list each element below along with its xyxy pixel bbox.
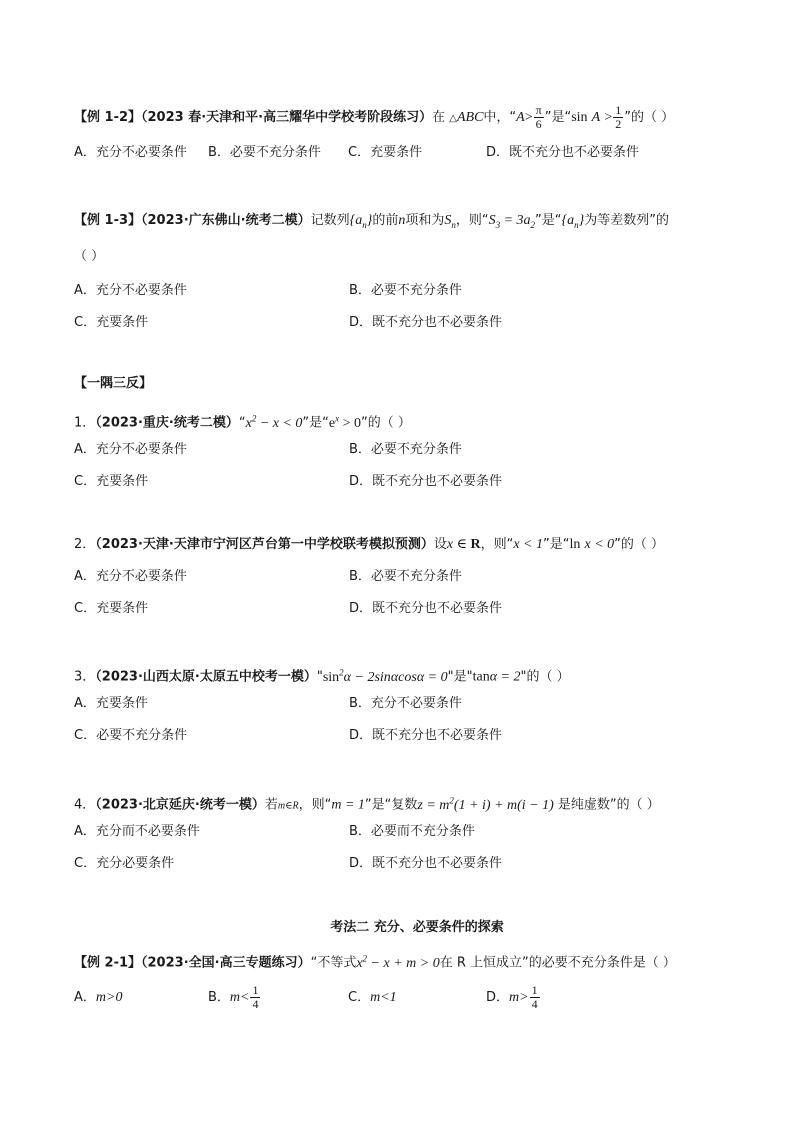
math-expr: $x^2 - x + m > 0$ (356, 953, 440, 971)
option-a[interactable]: A．充分不必要条件 (74, 442, 187, 457)
stem-text: “不等式 (310, 955, 357, 971)
stem-text: 的前 (372, 213, 399, 228)
method-2-title: 考法二 充分、必要条件的探索 (330, 920, 504, 935)
stem-text: ”的（ ） (614, 537, 665, 552)
math-expr: tanα = 2 (472, 669, 521, 685)
stem-text: ”是“ (542, 537, 570, 552)
stem-text: 记数列 (310, 213, 350, 228)
answer-paren: （ ） (74, 249, 105, 264)
stem-text: 在 (432, 110, 446, 125)
option-a[interactable]: A．充分不必要条件 (74, 569, 187, 584)
option-d[interactable]: D．既不充分也不必要条件 (349, 601, 503, 616)
stem-text: ”是“复数 (364, 797, 418, 813)
stem-text: 是纯虚数”的（ ） (553, 797, 660, 813)
option-b[interactable]: B．必要不充分条件 (349, 283, 462, 298)
stem-text: "的（ ） (520, 669, 570, 685)
stem-text: ”是“ (544, 110, 572, 125)
fraction-one-quarter: $\frac{1}{4}$ (531, 983, 538, 1011)
example-source: （2023·全国·高三专题练习） (141, 955, 311, 971)
option-b[interactable]: B．充分不必要条件 (349, 696, 462, 711)
stem-text: ”是“ (302, 415, 329, 431)
option-b[interactable]: B．必要而不充分条件 (349, 824, 475, 839)
option-c[interactable]: C．m<1 (348, 990, 397, 1005)
fraction-numerator: 1 (615, 103, 622, 117)
example-source: （2023·广东佛山·统考二模） (141, 213, 311, 228)
math-gt: > (604, 110, 613, 125)
example-tag: 【例 2-1】 (74, 955, 142, 971)
stem-text: ，则“ (480, 537, 514, 552)
option-d[interactable]: D．既不充分也不必要条件 (349, 315, 503, 330)
math-expr: m = 1 (331, 797, 365, 813)
stem-text: “ (238, 415, 246, 431)
option-c[interactable]: C．充要条件 (74, 474, 149, 489)
stem-text: ”的（ ） (361, 415, 411, 431)
option-d[interactable]: D．m> $\frac{1}{4}$ (486, 983, 538, 1011)
math-n: n (398, 213, 406, 228)
option-d[interactable]: D．既不充分也不必要条件 (349, 856, 503, 871)
math-expr: x < 0 (584, 537, 615, 552)
math-ln: ln (569, 537, 581, 552)
example-source: （2023 春·天津和平·高三耀华中学校考阶段练习） (141, 110, 433, 125)
stem-text: 中，“ (483, 110, 517, 125)
question-number: 1． (74, 415, 96, 431)
fraction-one-quarter: $\frac{1}{4}$ (252, 983, 259, 1011)
math-expr: m∈R (277, 800, 299, 812)
option-a[interactable]: A．充分不必要条件 (74, 145, 187, 160)
math-gt: > (524, 110, 533, 125)
question-number: 4． (74, 797, 96, 813)
question-1-stem (74, 408, 724, 434)
stem-text: " (316, 669, 323, 685)
example-tag: 【例 1-3】 (74, 213, 142, 228)
math-expr: $e^x > 0$ (328, 413, 362, 431)
option-a[interactable]: A．充要条件 (74, 696, 148, 711)
stem-text: 若 (264, 797, 278, 813)
question-3-stem (74, 662, 724, 688)
triangle-symbol: △ (449, 113, 457, 124)
stem-text: ”的（ ） (624, 110, 675, 125)
math-seq: $\{a_n\}$ (349, 213, 373, 230)
math-abc: ABC (456, 110, 484, 125)
option-c[interactable]: C．充分必要条件 (74, 856, 175, 871)
question-source: （2023·北京延庆·统考一模） (95, 797, 265, 813)
example-1-3-stem (74, 211, 724, 235)
math-expr: $z = m^2(1 + i) + m(i - 1)$ (417, 795, 554, 813)
stem-text: "是" (447, 669, 473, 685)
option-b[interactable]: B．必要不充分条件 (349, 569, 462, 584)
fraction-numerator: π (535, 103, 542, 117)
question-source: （2023·天津·天津市宁河区芦台第一中学校联考模拟预测） (95, 537, 434, 552)
question-number: 3． (74, 669, 96, 685)
stem-text: ”是“ (535, 213, 562, 228)
example-1-2-stem (74, 104, 724, 131)
fraction-denominator: 2 (615, 117, 622, 131)
math-sin: sin (571, 110, 588, 125)
option-d[interactable]: D．既不充分也不必要条件 (349, 728, 503, 743)
stem-text: ，则“ (298, 797, 332, 813)
option-a[interactable]: A．m>0 (74, 990, 123, 1005)
question-2-stem (74, 535, 724, 555)
stem-text: 设 (433, 537, 447, 552)
stem-text: ，则“ (455, 213, 489, 228)
fraction-pi-over-6 (534, 104, 544, 131)
question-source: （2023·重庆·统考二模） (95, 415, 239, 431)
example-tag: 【例 1-2】 (74, 110, 142, 125)
option-a[interactable]: A．充分不必要条件 (74, 283, 187, 298)
question-4-stem (74, 790, 724, 817)
option-c[interactable]: C．必要不充分条件 (74, 728, 188, 743)
question-source: （2023·山西太原·太原五中校考一模） (95, 669, 317, 685)
fraction-one-half (613, 104, 623, 131)
option-c[interactable]: C．充要条件 (348, 145, 423, 160)
math-expr: x ∈ R (446, 537, 481, 552)
math-sn: $S_n$ (444, 213, 456, 230)
section-title: 【一隅三反】 (74, 376, 153, 391)
math-var-a: A (591, 110, 601, 125)
fraction-denominator: 6 (535, 117, 542, 131)
option-b[interactable]: B．必要不充分条件 (208, 145, 321, 160)
option-b[interactable]: B．必要不充分条件 (349, 442, 462, 457)
option-c[interactable]: C．充要条件 (74, 601, 149, 616)
example-2-1-stem (74, 948, 724, 974)
math-var-a: A (516, 110, 525, 125)
math-condition: $S_3 = 3a_2$ (488, 213, 536, 230)
math-expr: $x^2 - x < 0$ (245, 413, 303, 431)
option-d[interactable]: D．既不充分也不必要条件 (349, 474, 503, 489)
math-seq: $\{a_n\}$ (561, 213, 585, 230)
option-d[interactable]: D．既不充分也不必要条件 (486, 145, 640, 160)
stem-text: 为等差数列”的 (584, 213, 669, 228)
stem-text: 在 R 上恒成立”的必要不充分条件是（ ） (439, 955, 676, 971)
math-expr: x < 1 (513, 537, 543, 552)
option-a[interactable]: A．充分而不必要条件 (74, 824, 200, 839)
stem-text: 项和为 (405, 213, 445, 228)
math-expr: $\sin^2\alpha - 2\sin\alpha\cos\alpha = 0$ (322, 667, 448, 685)
question-number: 2． (74, 537, 96, 552)
option-b[interactable]: B．m< $\frac{1}{4}$ (208, 983, 259, 1011)
option-c[interactable]: C．充要条件 (74, 315, 149, 330)
